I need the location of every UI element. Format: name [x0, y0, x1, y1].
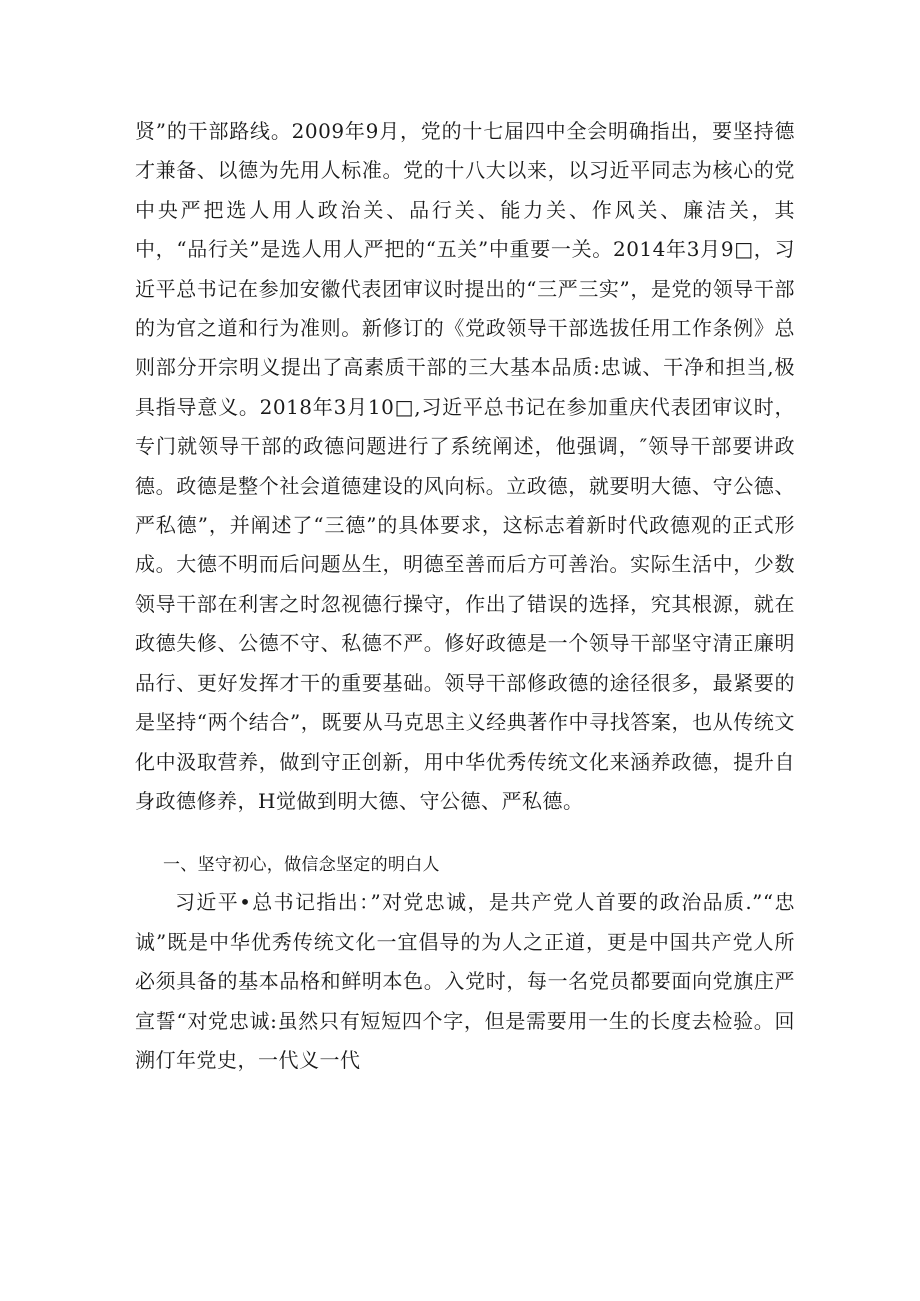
section-heading: 一、坚守初心，做信念坚定的明白人 [163, 855, 440, 876]
body-paragraph-2: 习近平•总书记指出：”对党忠诚，是共产党人首要的政治品质.”“忠诚”既是中华优秀传统文化一宜倡导的为人之正道，更是中国共产党人所必须具备的基本品格和鲜明本色。入党时，每一名党员都要面向党旗庄严宣誓“对党忠诚:虽然只有短短四个字，但是需要用一生的长度去检验。回溯仃年党史，一代义一代 [135, 890, 795, 1072]
document-body [135, 112, 795, 1080]
body-paragraph-1: 贤”的干部路线。2009年9月，党的十七届四中全会明确指出，要坚持德才兼备、以德为先用人标准。党的十八大以来，以习近平同志为核心的党中央严把选人用人政治关、品行关、能力关、作风关、廉洁关，其中，“品行关”是选人用人严把的“五关”中重要一关。2014年3月9□，习近平总书记在参加安徽代表团审议时提出的“三严三实”，是党的领导干部的为官之道和行为准则。新修订的《党政领导干部选拔任用工作条例》总则部分开宗明义提出了高素质干部的三大基本品质:忠诚、干净和担当,极具指导意义。2018年3月10□,习近平总书记在参加重庆代表团审议时，专门就领导干部的政德问题进行了系统阐述，他强调，″领导干部要讲政德。政德是整个社会道德建设的风向标。立政德，就要明大德、守公德、严私德”，并阐述了“三德”的具体要求，这标志着新时代政德观的正式形成。大德不明而后问题丛生，明德至善而后方可善治。实际生活中，少数领导干部在利害之时忽视德行操守，作出了错误的选择，究其根源，就在政德失修、公德不守、私德不严。修好政德是一个领导干部坚守清正廉明品行、更好发挥才干的重要基础。领导干部修政德的途径很多，最紧要的是坚持“两个结合”，既要从马克思主义经典著作中寻找答案，也从传统文化中汲取营养，做到守正创新，用中华优秀传统文化来涵养政德，提升自身政德修养，H觉做到明大德、守公德、严私德。 [135, 119, 795, 813]
